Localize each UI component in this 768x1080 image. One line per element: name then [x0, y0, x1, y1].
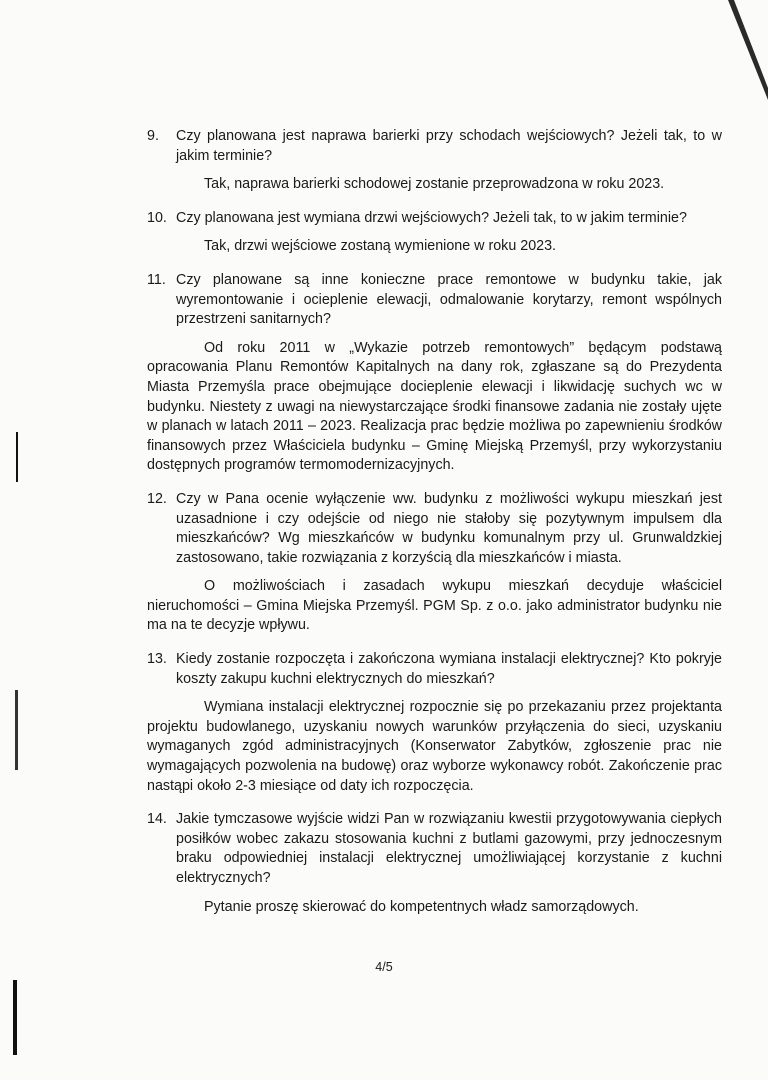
document-body [147, 127, 722, 929]
scan-corner-fold [698, 0, 768, 110]
question-number: 10. [147, 209, 167, 226]
scan-edge-mark-middle [15, 690, 18, 770]
answer-text: Od roku 2011 w „Wykazie potrzeb remontowych” będącym podstawą opracowania Planu Remontów Kapitalnych na dany rok, zgłaszane są do Prezydenta Miasta Przemyśla prace obejmujące docieplenie elewacji i likwidację suchych wc w budynku. Niestety z uwagi na niewystarczające środki finansowe zadania nie zostały ujęte w planach w latach 2011 – 2023. Realizacja prac będzie możliwa po zapewnieniu środków finansowych przez Właściciela budynku – Gminę Miejską Przemyśl, przy wykorzystaniu dostępnych programów termomodernizacyjnych. [147, 339, 722, 474]
answer-text: Pytanie proszę skierować do kompetentnych władz samorządowych. [204, 898, 639, 915]
question [147, 490, 722, 568]
question [147, 650, 722, 689]
question [147, 810, 722, 888]
question-number: 13. [147, 651, 167, 668]
question-text: Czy planowana jest wymiana drzwi wejściowych? Jeżeli tak, to w jakim terminie? [176, 209, 687, 226]
question-text: Jakie tymczasowe wyjście widzi Pan w rozwiązaniu kwestii przygotowywania ciepłych posiłków wobec zakazu stosowania kuchni z butlami gazowymi, przy jednoczesnym braku odpowiedniej instalacji elektrycznej umożliwiającej korzystanie z kuchni elektrycznych? [176, 811, 722, 886]
question [147, 209, 722, 229]
qa-item-10 [147, 209, 722, 257]
qa-item-13 [147, 650, 722, 796]
answer-text: Tak, naprawa barierki schodowej zostanie przeprowadzona w roku 2023. [204, 176, 665, 193]
answer-text: Tak, drzwi wejściowe zostaną wymienione w roku 2023. [204, 238, 557, 255]
question-number: 9. [147, 128, 159, 144]
question-number: 11. [147, 271, 166, 288]
scan-edge-mark-lower [13, 980, 17, 1055]
qa-item-14 [147, 810, 722, 917]
scan-edge-mark-upper [16, 432, 18, 482]
qa-item-9 [147, 127, 722, 195]
question-text: Czy w Pana ocenie wyłączenie ww. budynku z możliwości wykupu mieszkań jest uzasadnione i czy odejście od niego nie stałoby się pozytywnym impulsem dla mieszkańców? Wg mieszkańców w budynku komunalnym przy ul. Grunwaldzkiej zastosowano, takie rozwiązania z korzyścią dla mieszkańców i miasta. [176, 490, 722, 566]
question-number: 14. [147, 811, 167, 828]
qa-item-11 [147, 271, 722, 476]
question-number: 12. [147, 490, 167, 507]
question-text: Kiedy zostanie rozpoczęta i zakończona wymiana instalacji elektrycznej? Kto pokryje koszty zakupu kuchni elektrycznych do mieszkań? [176, 651, 722, 687]
question [147, 271, 722, 330]
qa-item-12 [147, 490, 722, 636]
answer-text: Wymiana instalacji elektrycznej rozpocznie się po przekazaniu przez projektanta projektu budowlanego, uzyskaniu nowych warunków przyłączenia do sieci, uzyskaniu wymaganych zgód administracyjnych (Konserwator Zabytków, zgłoszenie prac nie wymagających pozwolenia na budowę) oraz wyborze wykonawcy robót. Zakończenie prac nastąpi około 2-3 miesiące od daty ich rozpoczęcia. [147, 699, 722, 794]
answer-text: O możliwościach i zasadach wykupu mieszkań decyduje właściciel nieruchomości – Gmina Miejska Przemyśl. PGM Sp. z o.o. jako administrator budynku nie ma na te decyzje wpływu. [147, 578, 722, 634]
page-number: 4/5 [375, 960, 393, 974]
question [147, 127, 722, 166]
question-text: Czy planowane są inne konieczne prace remontowe w budynku takie, jak wyremontowanie i ocieplenie elewacji, odmalowanie korytarzy, remont wspólnych przestrzeni sanitarnych? [176, 271, 722, 328]
question-text: Czy planowana jest naprawa barierki przy schodach wejściowych? Jeżeli tak, to w jakim terminie? [176, 128, 722, 164]
